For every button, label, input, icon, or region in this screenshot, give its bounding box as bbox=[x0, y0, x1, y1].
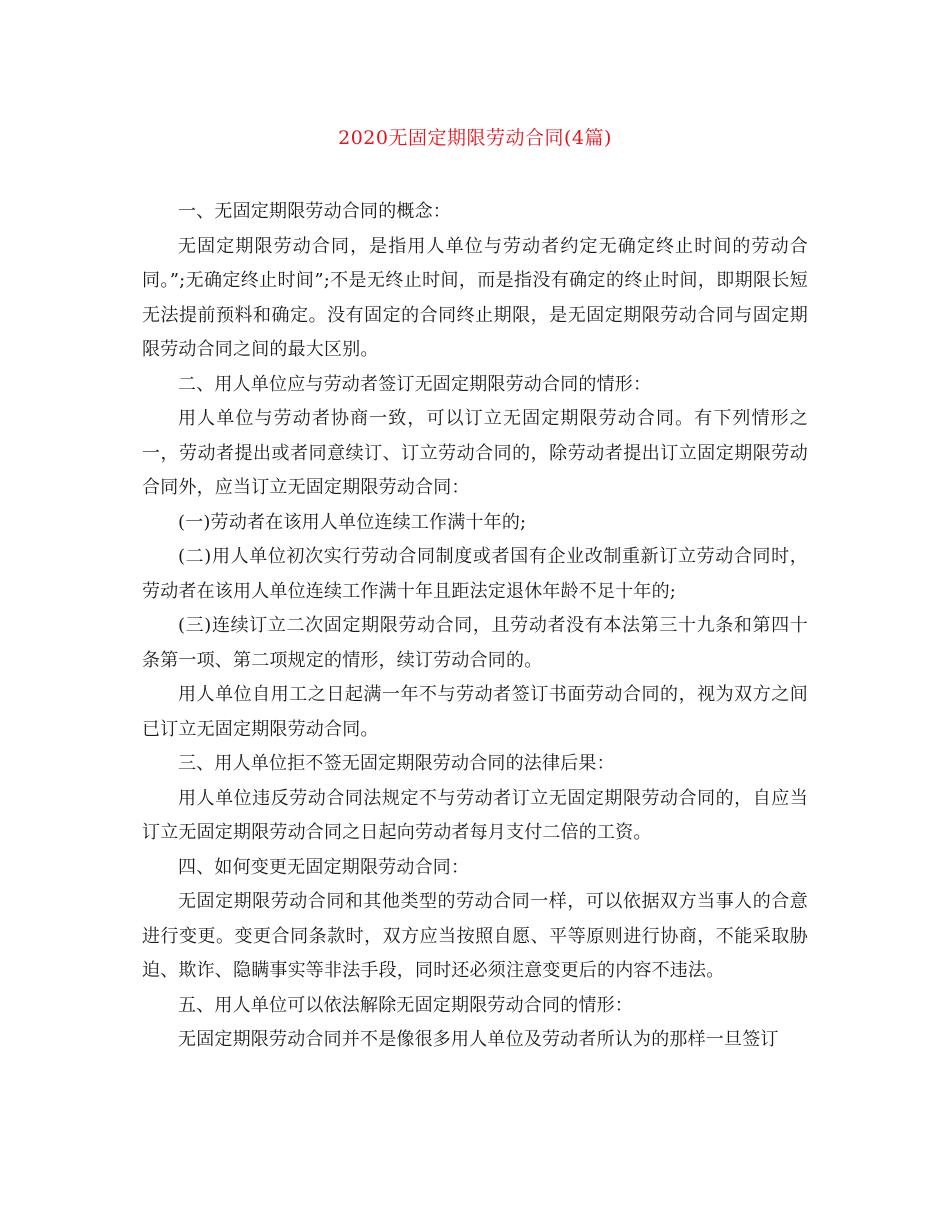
section-heading-3: 三、用人单位拒不签无固定期限劳动合同的法律后果： bbox=[178, 753, 615, 774]
paragraph: 无固定期限劳动合同，是指用人单位与劳动者约定无确定终止时间的劳动合同。”;无确定终止时间”;不是无终止时间，而是指没有确定的终止时间，即期限长短无法提前预料和确定。没有固定的合同终止期限，是无固定期限劳动合同与固定期限劳动合同之间的最大区别。 bbox=[142, 235, 808, 360]
section-heading-4: 四、如何变更无固定期限劳动合同： bbox=[178, 856, 470, 878]
paragraph: 无固定期限劳动合同和其他类型的劳动合同一样，可以依据双方当事人的合意进行变更。变更合同条款时，双方应当按照自愿、平等原则进行协商，不能采取胁迫、欺诈、隐瞒事实等非法手段，同时还必须注意变更后的内容不违法。 bbox=[142, 891, 808, 981]
paragraph: 用人单位自用工之日起满一年不与劳动者签订书面劳动合同的，视为双方之间已订立无固定期限劳动合同。 bbox=[142, 684, 808, 740]
paragraph: 用人单位与劳动者协商一致，可以订立无固定期限劳动合同。有下列情形之一，劳动者提出或者同意续订、订立劳动合同的，除劳动者提出订立固定期限劳动合同外，应当订立无固定期限劳动合同： bbox=[142, 408, 808, 498]
paragraph: 用人单位违反劳动合同法规定不与劳动者订立无固定期限劳动合同的，自应当订立无固定期限劳动合同之日起向劳动者每月支付二倍的工资。 bbox=[142, 787, 808, 843]
list-item: (一)劳动者在该用人单位连续工作满十年的; bbox=[178, 511, 527, 533]
list-item: (二)用人单位初次实行劳动合同制度或者国有企业改制重新订立劳动合同时，劳动者在该用人单位连续工作满十年且距法定退休年龄不足十年的; bbox=[142, 546, 808, 602]
list-item: (三)连续订立二次固定期限劳动合同，且劳动者没有本法第三十九条和第四十条第一项、第二项规定的情形，续订劳动合同的。 bbox=[142, 615, 808, 671]
section-heading-5: 五、用人单位可以依法解除无固定期限劳动合同的情形： bbox=[178, 994, 633, 1016]
paragraph: 无固定期限劳动合同并不是像很多用人单位及劳动者所认为的那样一旦签订 bbox=[178, 1029, 779, 1050]
section-heading-2: 二、用人单位应与劳动者签订无固定期限劳动合同的情形： bbox=[178, 373, 652, 395]
section-heading-1: 一、无固定期限劳动合同的概念： bbox=[178, 201, 451, 222]
document-title: 2020无固定期限劳动合同(4篇) bbox=[338, 127, 612, 149]
document-body bbox=[142, 195, 808, 1058]
